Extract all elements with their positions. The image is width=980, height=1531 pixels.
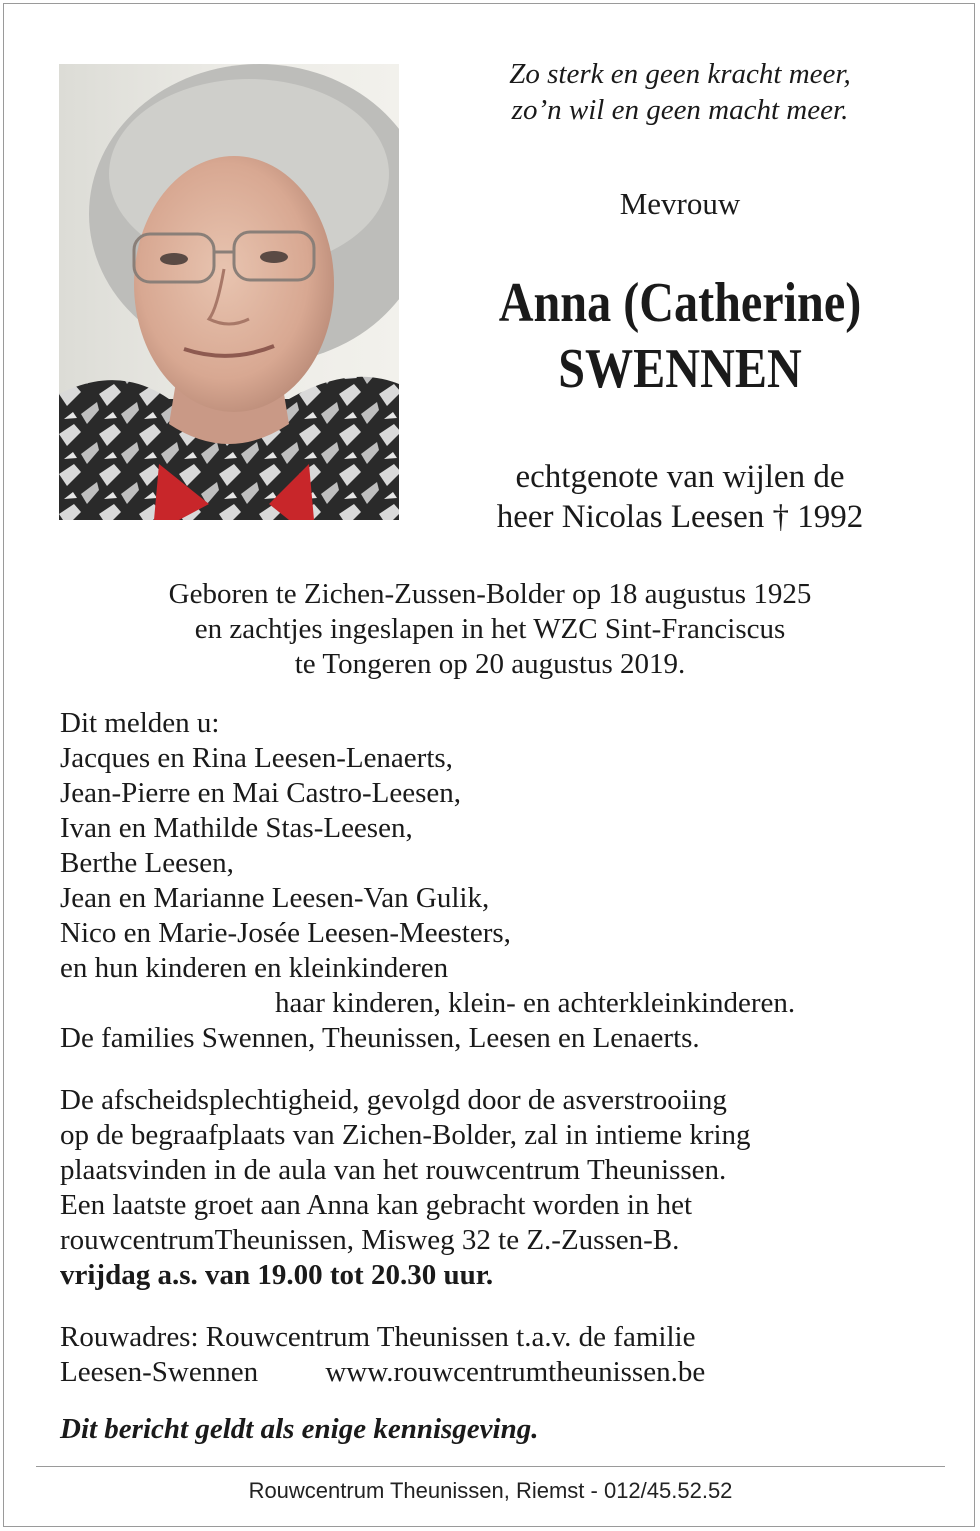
footer-divider	[36, 1466, 945, 1467]
family-member: Berthe Leesen,	[60, 847, 234, 879]
deceased-name	[456, 270, 903, 402]
birth-death-info	[40, 577, 940, 682]
ceremony-line: op de begraafplaats van Zichen-Bolder, zal in intieme kring	[60, 1119, 751, 1151]
salutation: Mevrouw	[619, 186, 741, 221]
address-family: Leesen-Swennen	[60, 1356, 259, 1388]
ceremony-line: rouwcentrumTheunissen, Misweg 32 te Z.-Zussen-B.	[60, 1224, 680, 1256]
spouse-line: echtgenote van wijlen de	[515, 459, 845, 495]
address-line: Rouwadres: Rouwcentrum Theunissen t.a.v. de familie	[60, 1321, 696, 1353]
family-member: en hun kinderen en kleinkinderen	[60, 952, 449, 984]
motto-verse	[430, 56, 930, 128]
spouse-line: heer Nicolas Leesen † 1992	[496, 499, 864, 535]
family-member: Nico en Marie-Josée Leesen-Meesters,	[60, 917, 511, 949]
family-relation: haar kinderen, klein- en achterkleinkinderen.	[275, 987, 796, 1019]
announcement-intro: Dit melden u:	[60, 707, 220, 739]
death-place-line: te Tongeren op 20 augustus 2019.	[294, 648, 686, 680]
mourning-address	[60, 1320, 940, 1390]
family-announcement	[60, 706, 940, 1056]
birth-line: Geboren te Zichen-Zussen-Bolder op 18 augustus 1925	[168, 578, 812, 610]
visiting-hours: vrijdag a.s. van 19.00 tot 20.30 uur.	[60, 1259, 494, 1291]
death-line: en zachtjes ingeslapen in het WZC Sint-Franciscus	[194, 613, 786, 645]
sole-notice: Dit bericht geldt als enige kennisgeving.	[60, 1413, 539, 1445]
ceremony-line: De afscheidsplechtigheid, gevolgd door de asverstrooiing	[60, 1084, 727, 1116]
website-link[interactable]: www.rouwcentrumtheunissen.be	[325, 1356, 706, 1388]
extended-families: De families Swennen, Theunissen, Leesen en Lenaerts.	[60, 1022, 700, 1054]
family-member: Jean en Marianne Leesen-Van Gulik,	[60, 882, 490, 914]
ceremony-info	[60, 1083, 940, 1293]
family-member: Jacques en Rina Leesen-Lenaerts,	[60, 742, 453, 774]
funeral-home-footer: Rouwcentrum Theunissen, Riemst - 012/45.52.52	[248, 1478, 733, 1503]
portrait-photo	[59, 64, 399, 520]
motto-line: Zo sterk en geen kracht meer,	[509, 58, 851, 90]
motto-line: zo’n wil en geen macht meer.	[511, 94, 849, 126]
family-member: Jean-Pierre en Mai Castro-Leesen,	[60, 777, 462, 809]
spouse-info	[420, 457, 940, 537]
surname: SWENNEN	[558, 338, 802, 400]
family-member: Ivan en Mathilde Stas-Leesen,	[60, 812, 413, 844]
first-names: Anna (Catherine)	[498, 272, 862, 334]
ceremony-line: plaatsvinden in de aula van het rouwcentrum Theunissen.	[60, 1154, 727, 1186]
ceremony-line: Een laatste groet aan Anna kan gebracht worden in het	[60, 1189, 693, 1221]
